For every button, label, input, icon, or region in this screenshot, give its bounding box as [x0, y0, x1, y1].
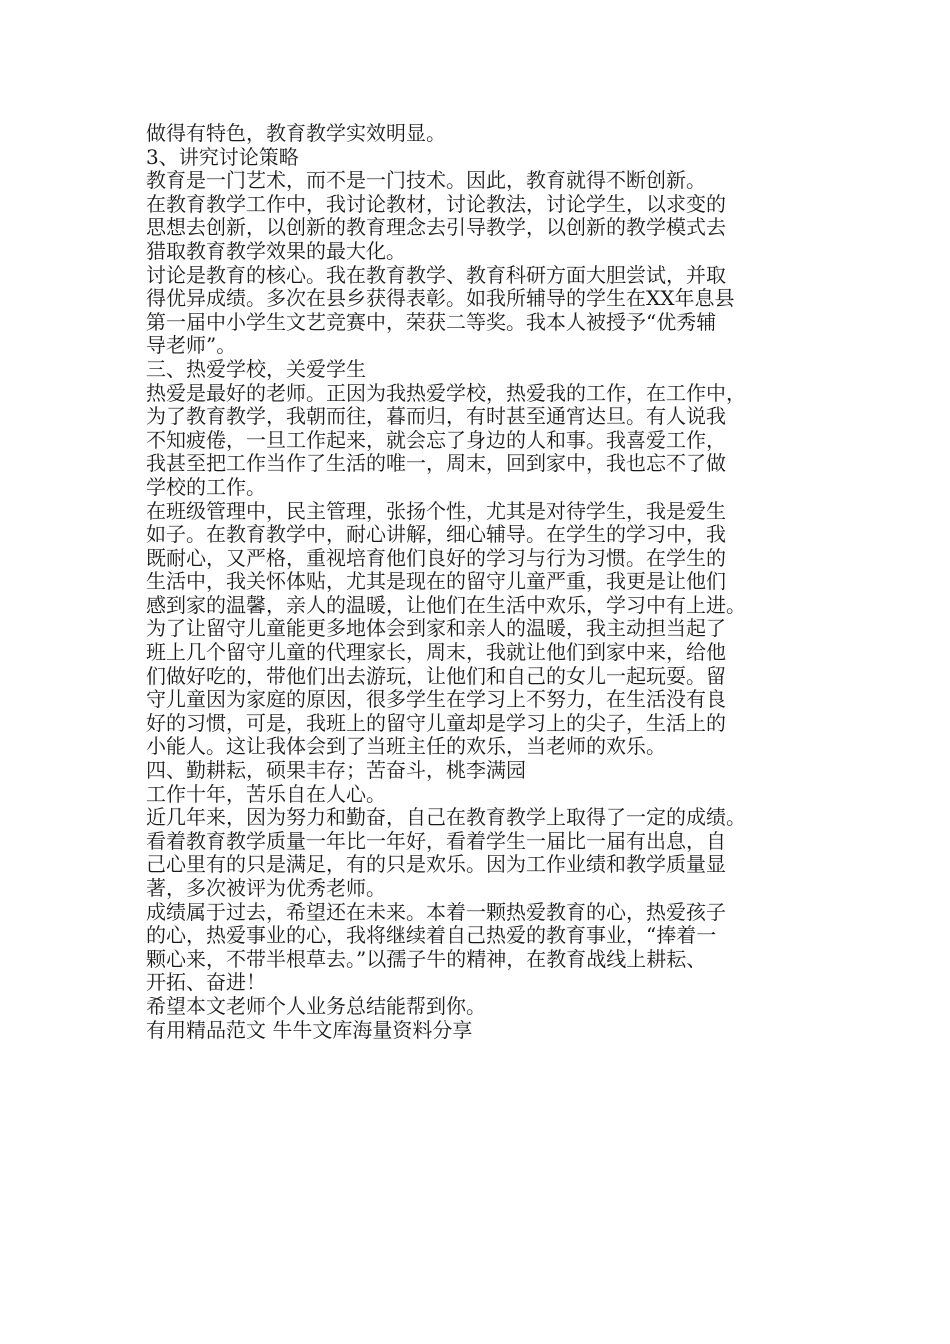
section-heading: 3、讲究讨论策略 — [146, 144, 299, 169]
text-line: 我甚至把工作当作了生活的唯一，周末，回到家中，我也忘不了做 — [146, 451, 726, 476]
text-line: 己心里有的只是满足，有的只是欢乐。因为工作业绩和教学质量显 — [146, 852, 726, 877]
text-line: 近几年来，因为努力和勤奋，自己在教育教学上取得了一定的成绩。 — [146, 805, 746, 830]
text-line: 看着教育教学质量一年比一年好，看着学生一届比一届有出息，自 — [146, 828, 726, 853]
text-line: 不知疲倦，一旦工作起来，就会忘了身边的人和事。我喜爱工作， — [146, 427, 726, 452]
section-heading: 四、勤耕耘，硕果丰存；苦奋斗，桃李满园 — [146, 758, 526, 783]
text-line: 成绩属于过去，希望还在未来。本着一颗热爱教育的心，热爱孩子 — [146, 899, 726, 924]
text-line: 好的习惯，可是，我班上的留守儿童却是学习上的尖子，生活上的 — [146, 710, 726, 735]
text-line: 在教育教学工作中，我讨论教材，讨论教法，讨论学生，以求变的 — [146, 191, 726, 216]
text-line: 班上几个留守儿童的代理家长，周末，我就让他们到家中来，给他 — [146, 640, 726, 665]
text-line: 的心，热爱事业的心，我将继续着自己热爱的教育事业，“捧着一 — [146, 923, 717, 948]
text-line: 小能人。这让我体会到了当班主任的欢乐，当老师的欢乐。 — [146, 734, 666, 759]
text-line: 猎取教育教学效果的最大化。 — [146, 238, 406, 263]
document-body — [146, 122, 816, 1042]
text-line: 开拓、奋进！ — [146, 970, 266, 995]
text-line: 为了教育教学，我朝而往，暮而归，有时甚至通宵达旦。有人说我 — [146, 404, 726, 429]
text-line: 第一届中小学生文艺竞赛中，荣获二等奖。我本人被授予“优秀辅 — [146, 309, 717, 334]
text-line: 感到家的温馨，亲人的温暖，让他们在生活中欢乐，学习中有上进。 — [146, 592, 746, 617]
text-line: 为了让留守儿童能更多地体会到家和亲人的温暖，我主动担当起了 — [146, 616, 726, 641]
closing-line: 希望本文老师个人业务总结能帮到你。 — [146, 993, 486, 1018]
text-line: 颗心来，不带半根草去。”以孺子牛的精神，在教育战线上耕耘、 — [146, 946, 707, 971]
text-line: 学校的工作。 — [146, 474, 266, 499]
text-line: 思想去创新，以创新的教育理念去引导教学，以创新的教学模式去 — [146, 215, 726, 240]
text-line: 教育是一门艺术，而不是一门技术。因此，教育就得不断创新。 — [146, 168, 706, 193]
text-line: 们做好吃的，带他们出去游玩，让他们和自己的女儿一起玩耍。留 — [146, 663, 726, 688]
text-line: 导老师”。 — [146, 333, 237, 358]
text-line: 做得有特色，教育教学实效明显。 — [146, 121, 446, 145]
text-line: 如子。在教育教学中，耐心讲解，细心辅导。在学生的学习中，我 — [146, 522, 726, 547]
footer-note: 有用精品范文 牛牛文库海量资料分享 — [146, 1017, 473, 1042]
text-line: 在班级管理中，民主管理，张扬个性，尤其是对待学生，我是爱生 — [146, 498, 726, 523]
text-line: 工作十年，苦乐自在人心。 — [146, 781, 386, 806]
text-line: 既耐心，又严格，重视培育他们良好的学习与行为习惯。在学生的 — [146, 545, 726, 570]
text-line: 著，多次被评为优秀老师。 — [146, 876, 386, 900]
text-line: 得优异成绩。多次在县乡获得表彰。如我所辅导的学生在XX年息县 — [146, 286, 735, 311]
text-line: 守儿童因为家庭的原因，很多学生在学习上不努力，在生活没有良 — [146, 687, 726, 712]
text-line: 生活中，我关怀体贴，尤其是现在的留守儿童严重，我更是让他们 — [146, 569, 726, 594]
text-line: 热爱是最好的老师。正因为我热爱学校，热爱我的工作，在工作中， — [146, 380, 746, 405]
text-line: 讨论是教育的核心。我在教育教学、教育科研方面大胆尝试，并取 — [146, 262, 726, 287]
section-heading: 三、热爱学校，关爱学生 — [146, 356, 366, 381]
